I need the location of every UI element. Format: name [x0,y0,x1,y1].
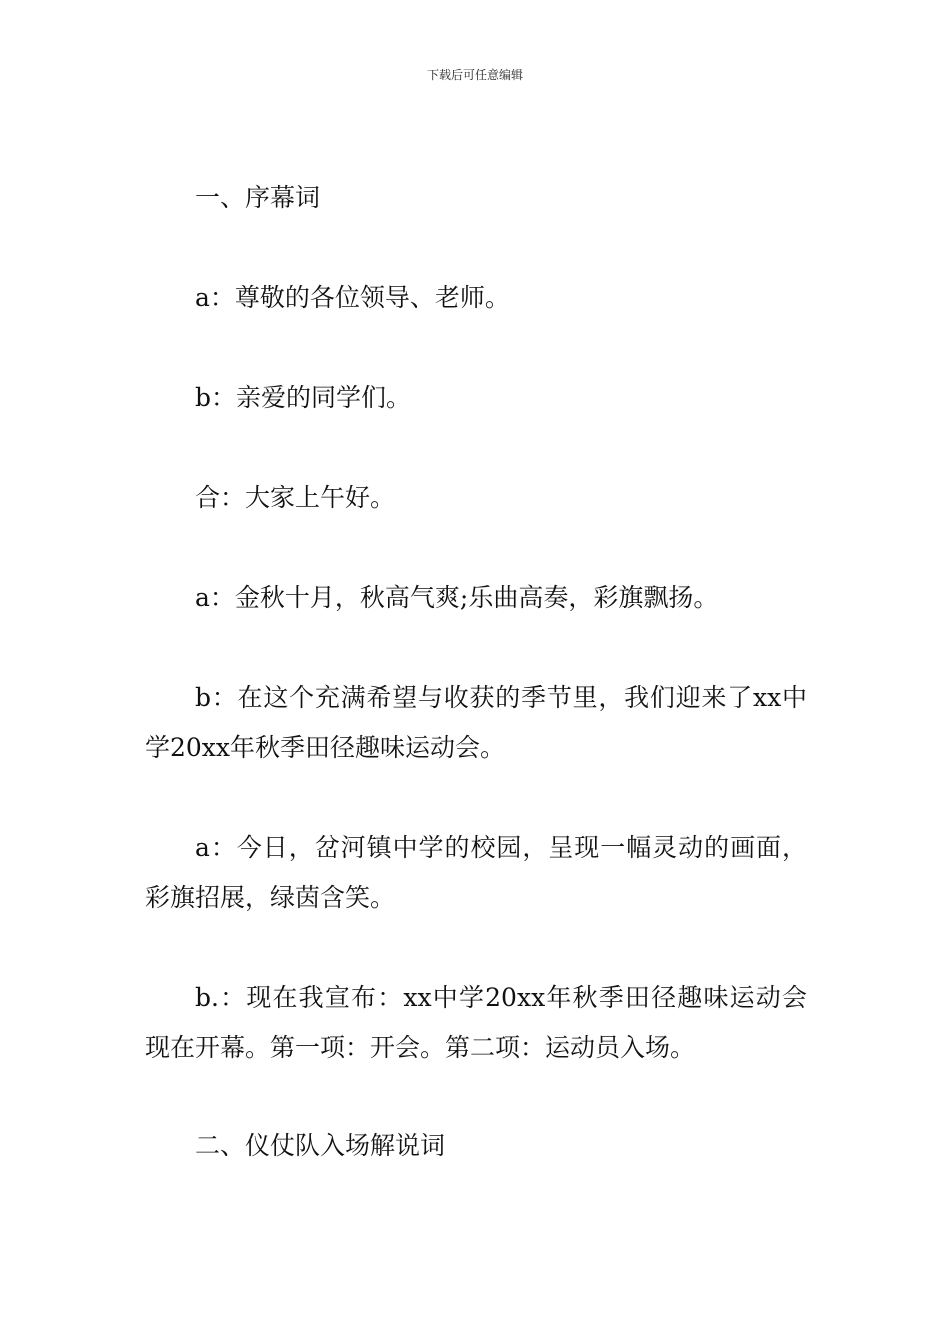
paragraph-b-greeting: b：亲爱的同学们。 [195,383,412,412]
paragraph-b-opening: b.：现在我宣布：xx中学20xx年秋季田径趣味运动会现在开幕。第一项：开会。第二项：运动员入场。 [145,983,807,1062]
paragraph-together-greeting: 合：大家上午好。 [195,483,396,512]
paragraph-a-autumn: a：金秋十月，秋高气爽;乐曲高奏，彩旗飘扬。 [195,583,719,612]
page-header: 下载后可任意编辑 [426,68,523,82]
section-heading-prologue: 一、序幕词 [195,183,321,212]
section-heading-honor-guard: 二、仪仗队入场解说词 [195,1131,446,1160]
paragraph-a-greeting: a：尊敬的各位领导、老师。 [195,283,510,312]
paragraph-a-campus: a：今日，岔河镇中学的校园，呈现一幅灵动的画面，彩旗招展，绿茵含笑。 [145,833,807,912]
paragraph-b-sports-meet: b：在这个充满希望与收获的季节里，我们迎来了xx中学20xx年秋季田径趣味运动会。 [145,683,807,762]
